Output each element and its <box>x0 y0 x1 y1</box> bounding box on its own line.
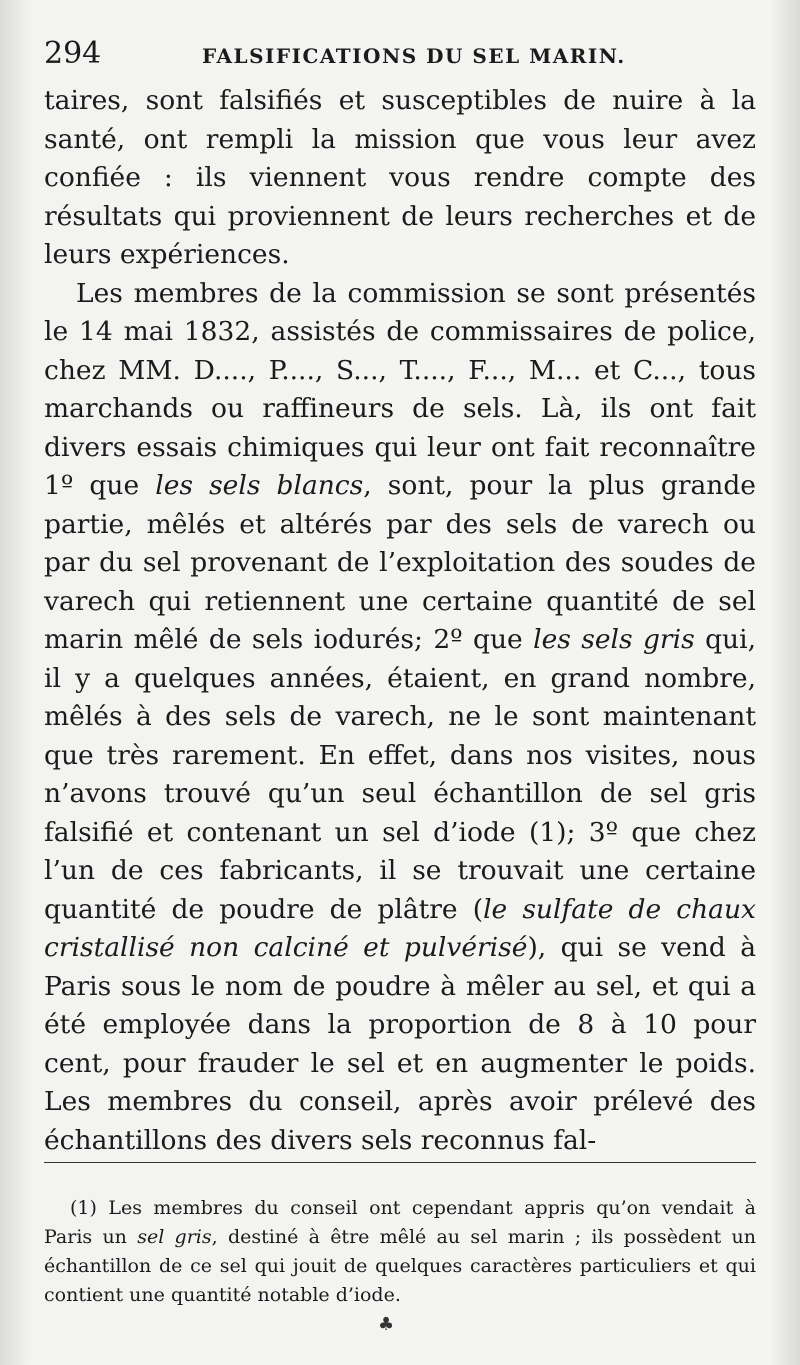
italic-phrase-sels-blancs: les sels blancs <box>155 470 364 501</box>
footnote-part-a: (1) Les membres du conseil ont cependant appris qu’on vendait à Paris un <box>44 1197 756 1248</box>
body-text <box>44 82 756 1160</box>
paragraph-2-part-c: qui, il y a quelques années, étaient, en grand nombre, mêlés à des sels de varech, ne le sont maintenant que très rarement. En effet, dans nos visites, nous n’avons trouvé qu’un seul échantillon de sel gris falsifié et contenant un sel d’iode (1); 3º que chez l’un de ces fabricants, il se trouvait une certaine quantité de poudre de plâtre ( <box>44 624 756 925</box>
page-header <box>44 36 754 76</box>
footnote-italic-sel-gris: sel gris <box>137 1226 212 1248</box>
paragraph-1: taires, sont falsifiés et susceptibles de nuire à la santé, ont rempli la mission que vous leur avez confiée : ils viennent vous rendre compte des résultats qui proviennent de leurs recherches et de leurs expériences. <box>44 85 756 270</box>
paragraph-2-part-b: , sont, pour la plus grande partie, mêlés et altérés par des sels de varech ou par du sel provenant de l’exploitation des soudes de varech qui retiennent une certaine quantité de sel marin mêlé de sels iodurés; 2º que <box>44 470 756 655</box>
running-title: FALSIFICATIONS DU SEL MARIN. <box>202 44 626 68</box>
printer-ornament-icon: ♣ <box>378 1314 395 1335</box>
paragraph-2 <box>44 275 756 1161</box>
italic-phrase-sulfate: le sulfate de chaux cristallisé non calciné et pulvérisé <box>44 893 756 963</box>
paragraph-2-part-a: Les membres de la commission se sont présentés le 14 mai 1832, assistés de commissaires de police, chez MM. D...., P...., S..., T...., F..., M... et C..., tous marchands ou raffineurs de sels. Là, ils ont fait divers essais chimiques qui leur ont fait reconnaître 1º que <box>44 277 756 501</box>
footnote-divider <box>44 1162 756 1163</box>
footnote <box>44 1194 756 1310</box>
italic-phrase-sels-gris: les sels gris <box>533 624 695 655</box>
paragraph-2-part-d: ), qui se vend à Paris sous le nom de poudre à mêler au sel, et qui a été employée dans la proportion de 8 à 10 pour cent, pour frauder le sel et en augmenter le poids. Les membres du conseil, après avoir prélevé des échantillons des divers sels reconnus fal- <box>44 932 757 1156</box>
page-number: 294 <box>44 36 102 71</box>
footnote-part-b: , destiné à être mêlé au sel marin ; ils possèdent un échantillon de ce sel qui jouit de quelques caractères particuliers et qui contient une quantité notable d’iode. <box>44 1226 756 1306</box>
